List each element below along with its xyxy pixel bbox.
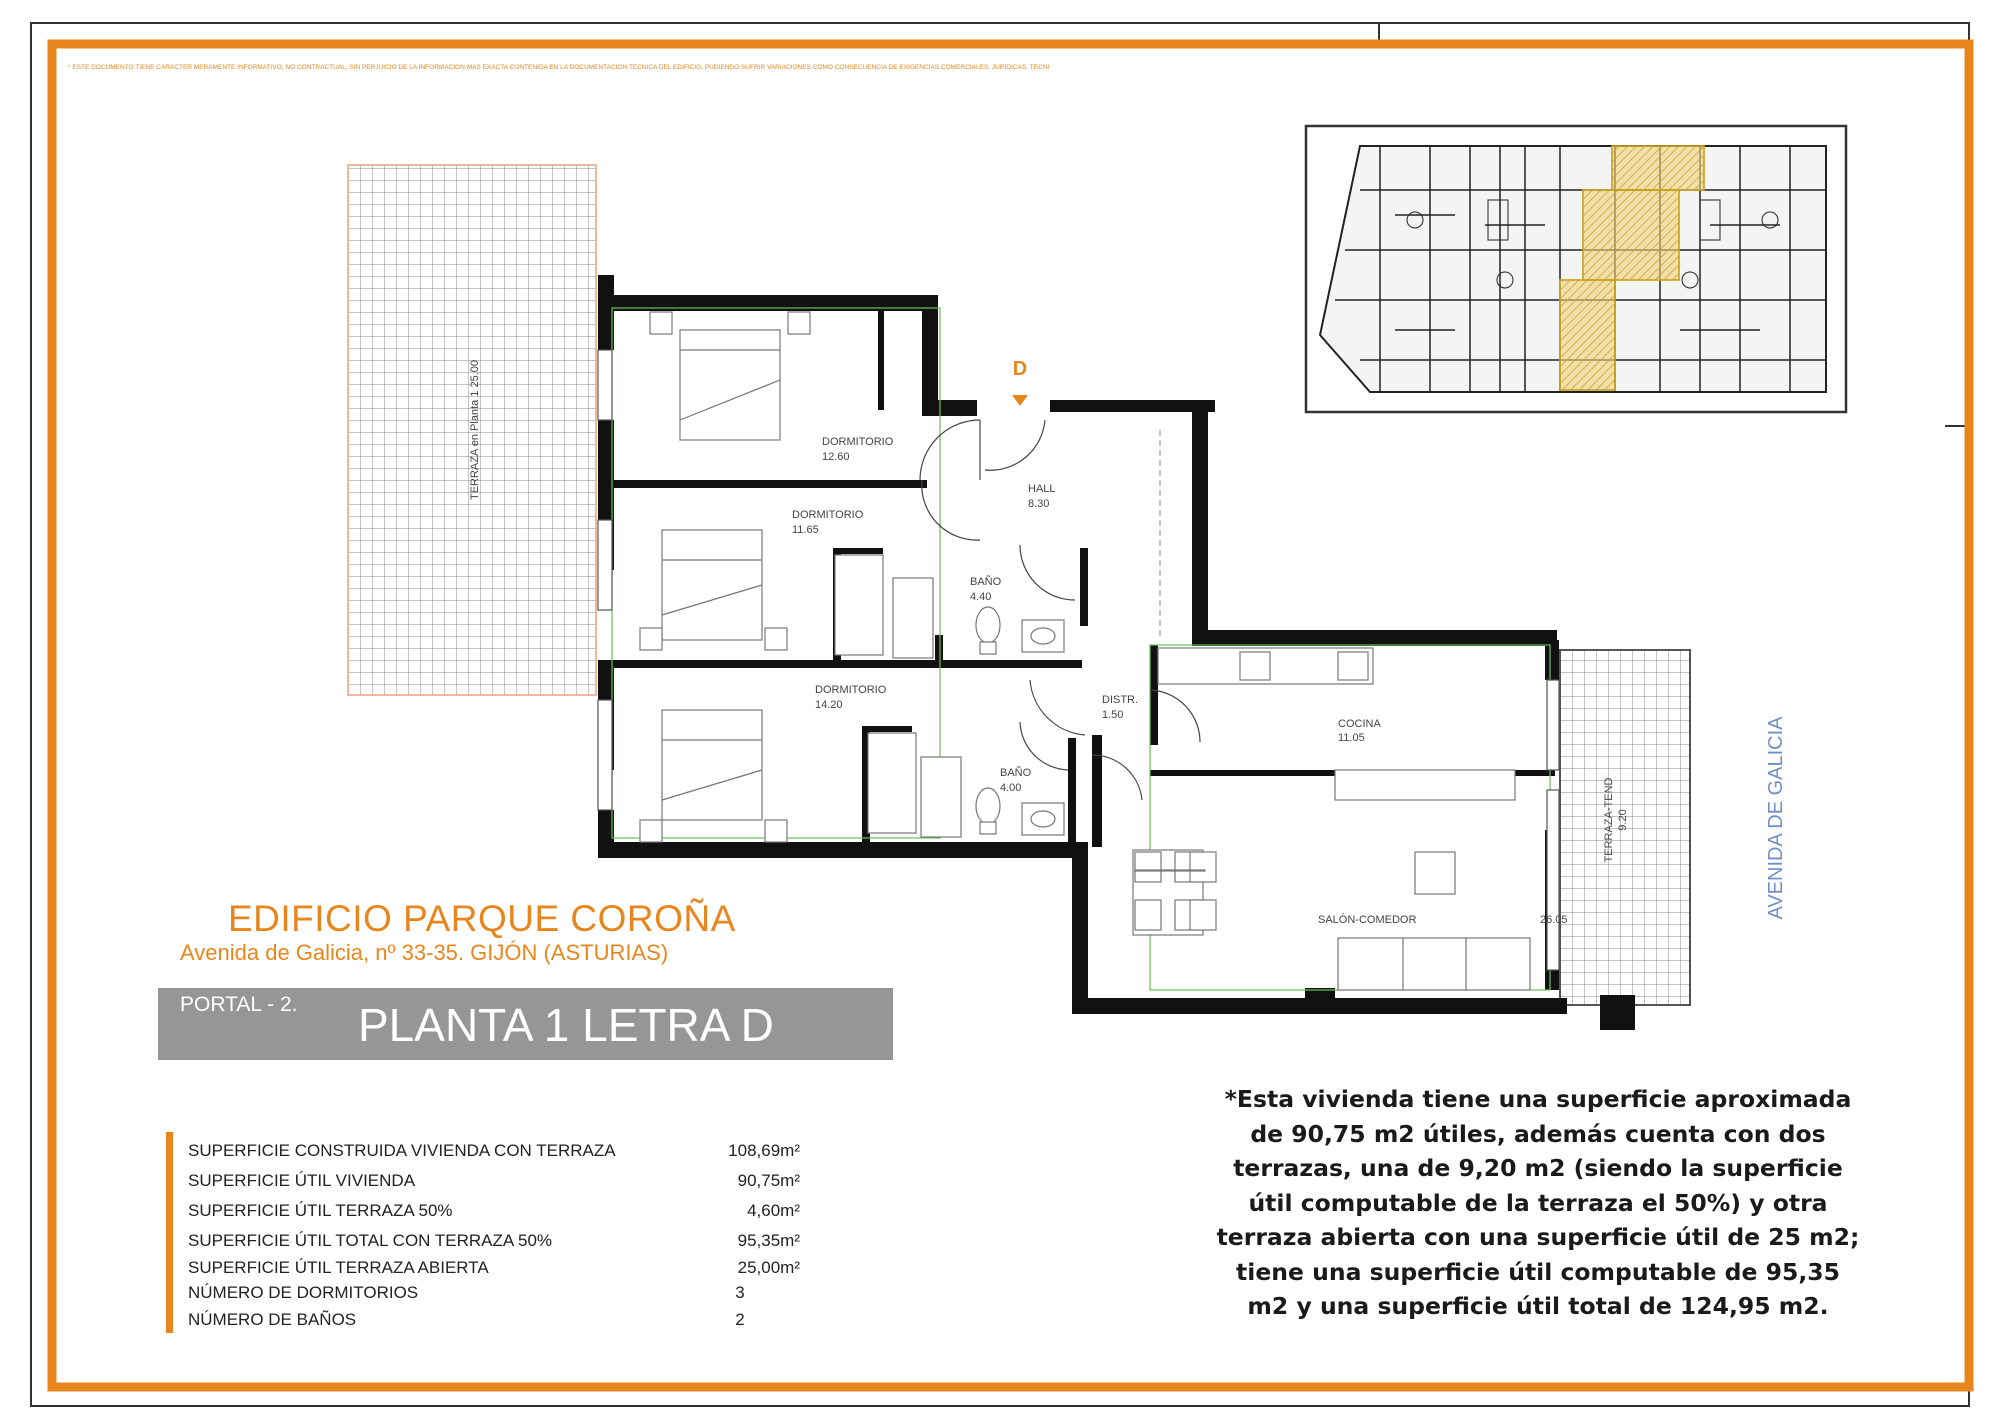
surface-note-line: tiene una superficie útil computable de 95,35 <box>1236 1257 1840 1286</box>
surface-note-line: de 90,75 m2 útiles, además cuenta con dos <box>1250 1119 1826 1148</box>
terrace-tend <box>1560 650 1690 1005</box>
surface-note-line: *Esta vivienda tiene una superficie aproximada <box>1224 1085 1852 1113</box>
stat-label: SUPERFICIE ÚTIL VIVIENDA <box>188 1171 416 1190</box>
terrace-tend-area: 9.20 <box>1617 809 1629 831</box>
entrance-mark: D <box>1012 358 1028 380</box>
surface-note-line: m2 y una superficie útil total de 124,95 m2. <box>1247 1292 1829 1320</box>
room-dormitorio-1-name: DORMITORIO <box>822 436 894 448</box>
key-plan <box>1306 126 1846 412</box>
room-cocina-area: 11.05 <box>1338 732 1365 744</box>
building-address: Avenida de Galicia, nº 33-35. GIJÓN (ASTURIAS) <box>180 940 669 965</box>
stat-value: 108,69m² <box>728 1141 800 1160</box>
room-hall-name: HALL <box>1028 483 1056 495</box>
stat-label: NÚMERO DE DORMITORIOS <box>188 1283 419 1302</box>
surface-note <box>1208 1082 1868 1324</box>
stat-value: 90,75m² <box>737 1171 800 1190</box>
building-name: EDIFICIO PARQUE COROÑA <box>228 898 736 939</box>
surface-note-line: útil computable de la terraza el 50%) y otra <box>1248 1188 1828 1217</box>
room-dormitorio-2-area: 11.65 <box>792 524 819 536</box>
room-distr-name: DISTR. <box>1102 694 1139 706</box>
stat-value: 2 <box>735 1310 745 1329</box>
room-dormitorio-1-area: 12.60 <box>822 451 850 463</box>
room-bano-1-name: BAÑO <box>970 576 1002 588</box>
terrace-open-label: TERRAZA en Planta 1 25.00 <box>469 359 481 501</box>
surface-note-line: terrazas, una de 9,20 m2 (siendo la superficie <box>1233 1154 1843 1182</box>
stat-label: SUPERFICIE ÚTIL TOTAL CON TERRAZA 50% <box>188 1231 553 1250</box>
terrace-tend-name: TERRAZA-TEND <box>1603 777 1615 863</box>
street-label: AVENIDA DE GALICIA <box>1765 716 1787 920</box>
surface-note-line: terraza abierta con una superficie útil de 25 m2; <box>1216 1223 1860 1251</box>
stat-label: NÚMERO DE BAÑOS <box>188 1310 357 1329</box>
stat-label: SUPERFICIE ÚTIL TERRAZA 50% <box>188 1201 453 1220</box>
room-dormitorio-3-name: DORMITORIO <box>815 684 887 696</box>
stats-accent-bar <box>166 1132 173 1333</box>
stat-label: SUPERFICIE CONSTRUIDA VIVIENDA CON TERRAZA <box>188 1141 616 1160</box>
unit-title: PLANTA 1 LETRA D <box>358 999 774 1051</box>
stat-value: 25,00m² <box>737 1258 800 1277</box>
stat-value: 4,60m² <box>747 1201 800 1220</box>
disclaimer-text: * ESTE DOCUMENTO TIENE CARÁCTER MERAMENTE INFORMATIVO, NO CONTRACTUAL, SIN PERJUICIO DE LA INFORMACIÓN MÁS EXACTA CONTENIDA EN LA DOCUMENTACIÓN TÉCNICA DEL EDIFICIO, PUDIENDO SUFRIR VARIACIONES COMO CONSECUENCIA DE EXIGENCIAS COMERCIALES, JURÍDICAS, TÉCNI <box>68 64 1050 71</box>
room-bano-2-area: 4.00 <box>1000 782 1022 794</box>
room-cocina-name: COCINA <box>1338 718 1381 730</box>
stat-value: 95,35m² <box>737 1231 800 1250</box>
stat-value: 3 <box>735 1283 745 1302</box>
entrance-arrow <box>1012 395 1028 406</box>
portal-label: PORTAL - 2. <box>180 993 298 1016</box>
room-bano-1-area: 4.40 <box>970 591 992 603</box>
room-salon-area: 26.05 <box>1540 914 1568 926</box>
room-bano-2-name: BAÑO <box>1000 767 1032 779</box>
room-salon-name: SALÓN-COMEDOR <box>1318 914 1417 926</box>
room-dormitorio-2-name: DORMITORIO <box>792 509 864 521</box>
terrace-open <box>348 165 596 695</box>
room-distr-area: 1.50 <box>1102 709 1124 721</box>
room-hall-area: 8.30 <box>1028 498 1050 510</box>
stat-label: SUPERFICIE ÚTIL TERRAZA ABIERTA <box>188 1258 489 1277</box>
room-dormitorio-3-area: 14.20 <box>815 699 843 711</box>
